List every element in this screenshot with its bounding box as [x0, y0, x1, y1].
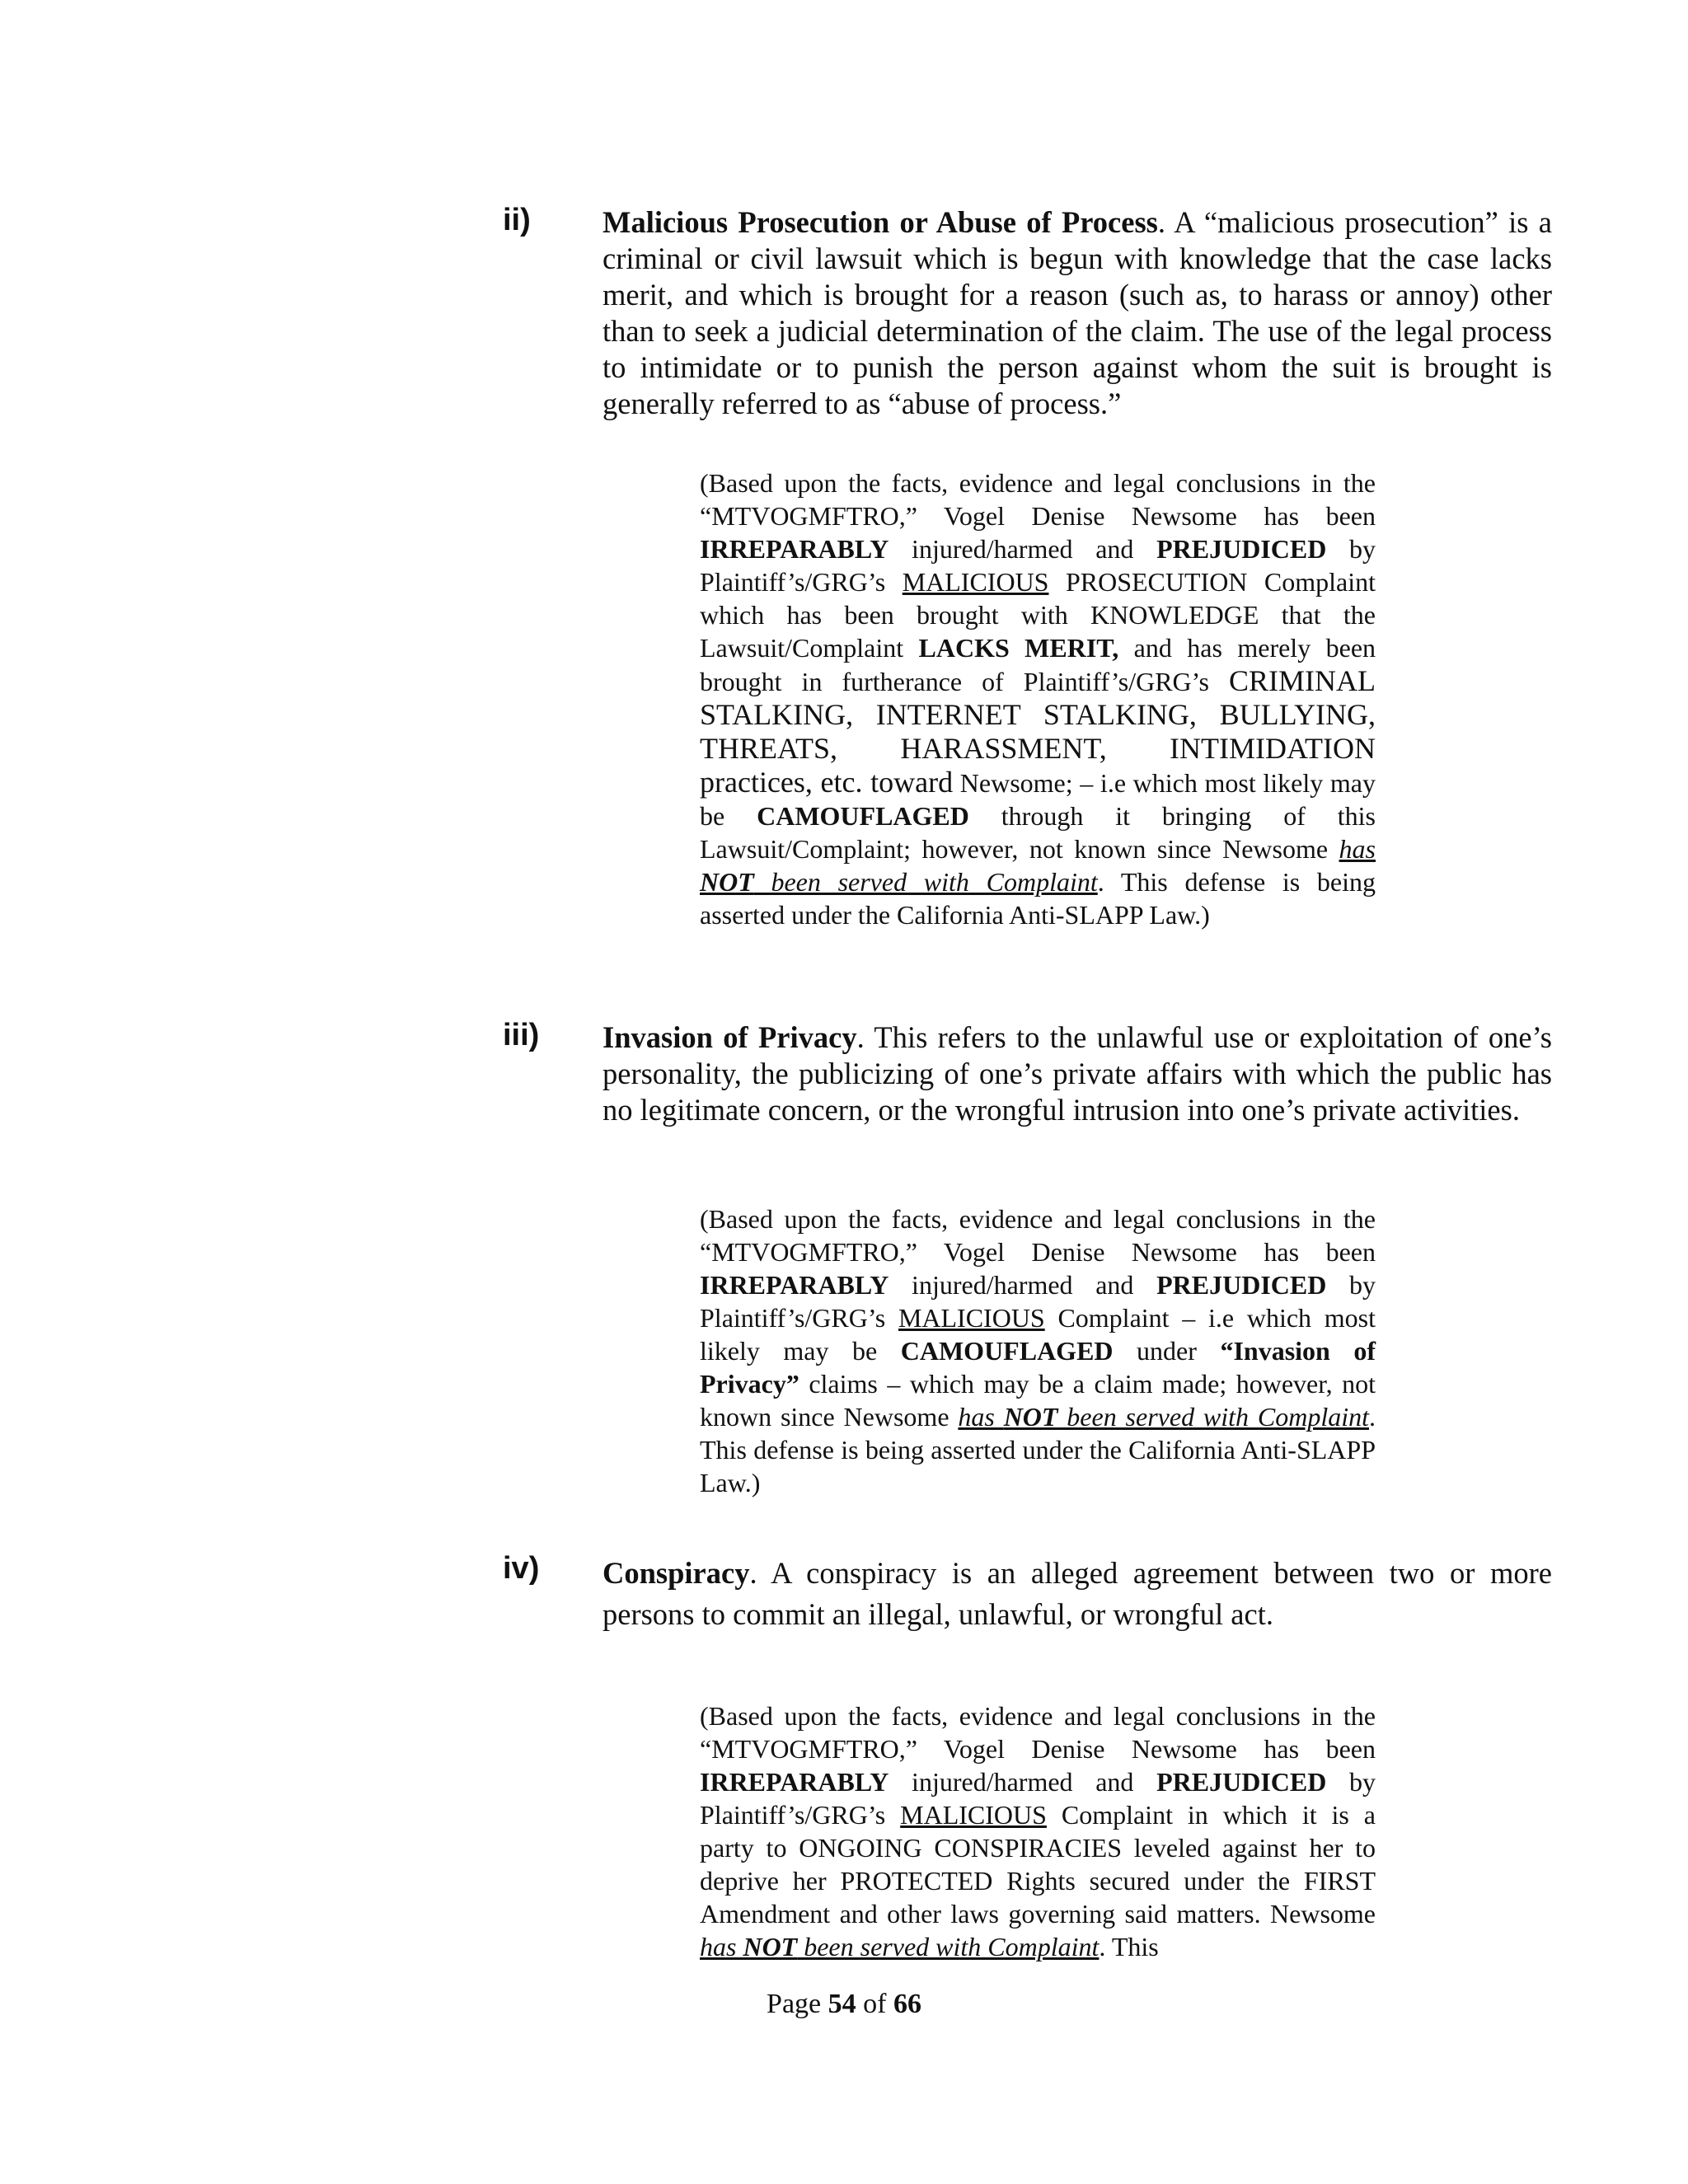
- current-page: 54: [828, 1989, 856, 2019]
- section-number: iii): [503, 1018, 540, 1052]
- section-number: iv): [503, 1551, 540, 1586]
- section-paragraph: Malicious Prosecution or Abuse of Process. A “malicious prosecution” is a criminal or civil lawsuit which is begun with knowledge that the case lacks merit, and which is brought for a reason (such as, to harass or annoy) other than to seek a judicial determination of the claim. The use of the legal process to intimidate or to punish the person against whom the suit is brought is generally referred to as “abuse of process.”: [603, 205, 1552, 420]
- defense-note: (Based upon the facts, evidence and legal conclusions in the “MTVOGMFTRO,” Vogel Denise Newsome has been IRREPARABLY injured/harmed and PREJUDICED by Plaintiff’s/GRG’s MALICIOUS Complaint in which it is a party to ONGOING CONSPIRACIES leveled against her to deprive her PROTECTED Rights secured under the FIRST Amendment and other laws governing said matters. Newsome has NOT been served with Complaint. This: [700, 1701, 1376, 1961]
- page-number-footer: Page 54 of 66: [767, 1989, 921, 2019]
- section-heading: Conspiracy: [603, 1556, 750, 1590]
- section-paragraph: Conspiracy. A conspiracy is an alleged agreement between two or more persons to commit an illegal, unlawful, or wrongful act.: [603, 1556, 1552, 1631]
- section-paragraph: Invasion of Privacy. This refers to the unlawful use or exploitation of one’s personality, the publicizing of one’s private affairs with which the public has no legitimate concern, or the wrongful intrusion into one’s private activities.: [603, 1020, 1552, 1127]
- defense-note: (Based upon the facts, evidence and legal conclusions in the “MTVOGMFTRO,” Vogel Denise Newsome has been IRREPARABLY injured/harmed and PREJUDICED by Plaintiff’s/GRG’s MALICIOUS Complaint – i.e which most likely may be CAMOUFLAGED under “Invasion of Privacy” claims – which may be a claim made; however, not known since Newsome has NOT been served with Complaint. This defense is being asserted under the California Anti-SLAPP Law.): [700, 1204, 1376, 1497]
- section-heading: Invasion of Privacy: [603, 1020, 857, 1054]
- defense-note: (Based upon the facts, evidence and legal conclusions in the “MTVOGMFTRO,” Vogel Denise Newsome has been IRREPARABLY injured/harmed and PREJUDICED by Plaintiff’s/GRG’s MALICIOUS PROSECUTION Complaint which has been brought with KNOWLEDGE that the Lawsuit/Complaint LACKS MERIT, and has merely been brought in furtherance of Plaintiff’s/GRG’s CRIMINAL STALKING, INTERNET STALKING, BULLYING, THREATS, HARASSMENT, INTIMIDATION practices, etc. toward Newsome; – i.e which most likely may be CAMOUFLAGED through it bringing of this Lawsuit/Complaint; however, not known since Newsome has NOT been served with Complaint. This defense is being asserted under the California Anti-SLAPP Law.): [700, 468, 1376, 930]
- section-number: ii): [503, 203, 531, 237]
- section-heading: Malicious Prosecution or Abuse of Process: [603, 205, 1158, 239]
- total-pages: 66: [893, 1989, 921, 2019]
